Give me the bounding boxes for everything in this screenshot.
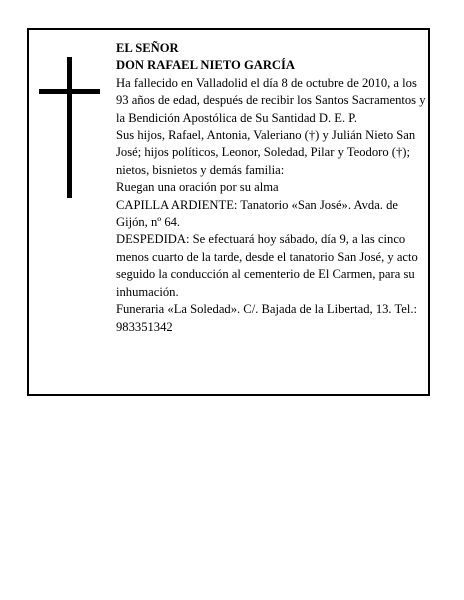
notice-text bbox=[116, 40, 430, 336]
notice-title-name: DON RAFAEL NIETO GARCÍA bbox=[116, 58, 296, 73]
chapel-info: CAPILLA ARDIENTE: Tanatorio «San José». Avda. de Gijón, nº 64. bbox=[116, 197, 398, 230]
obituary-notice bbox=[27, 28, 430, 396]
prayer-request: Ruegan una oración por su alma bbox=[116, 180, 279, 195]
farewell-info: DESPEDIDA: Se efectuará hoy sábado, día 9, a las cinco menos cuarto de la tarde, desde el tanatorio San José, y acto seguido la conducción al cementerio de El Carmen, para su inhumación. bbox=[116, 232, 418, 299]
notice-title-honorific: EL SEÑOR bbox=[116, 41, 179, 55]
family-list: Sus hijos, Rafael, Antonia, Valeriano (†) y Julián Nieto San José; hijos políticos, Leonor, Soledad, Pilar y Teodoro (†); nietos, bisnietos y demás familia: bbox=[116, 128, 416, 177]
cross-horizontal-bar bbox=[39, 89, 100, 94]
death-announcement: Ha fallecido en Valladolid el día 8 de octubre de 2010, a los 93 años de edad, después de recibir los Santos Sacramentos y la Bendición Apostólica de Su Santidad D. E. P. bbox=[116, 75, 426, 125]
funeral-home-info: Funeraria «La Soledad». C/. Bajada de la Libertad, 13. Tel.: 983351342 bbox=[116, 302, 418, 334]
cross-vertical-bar bbox=[67, 57, 72, 198]
